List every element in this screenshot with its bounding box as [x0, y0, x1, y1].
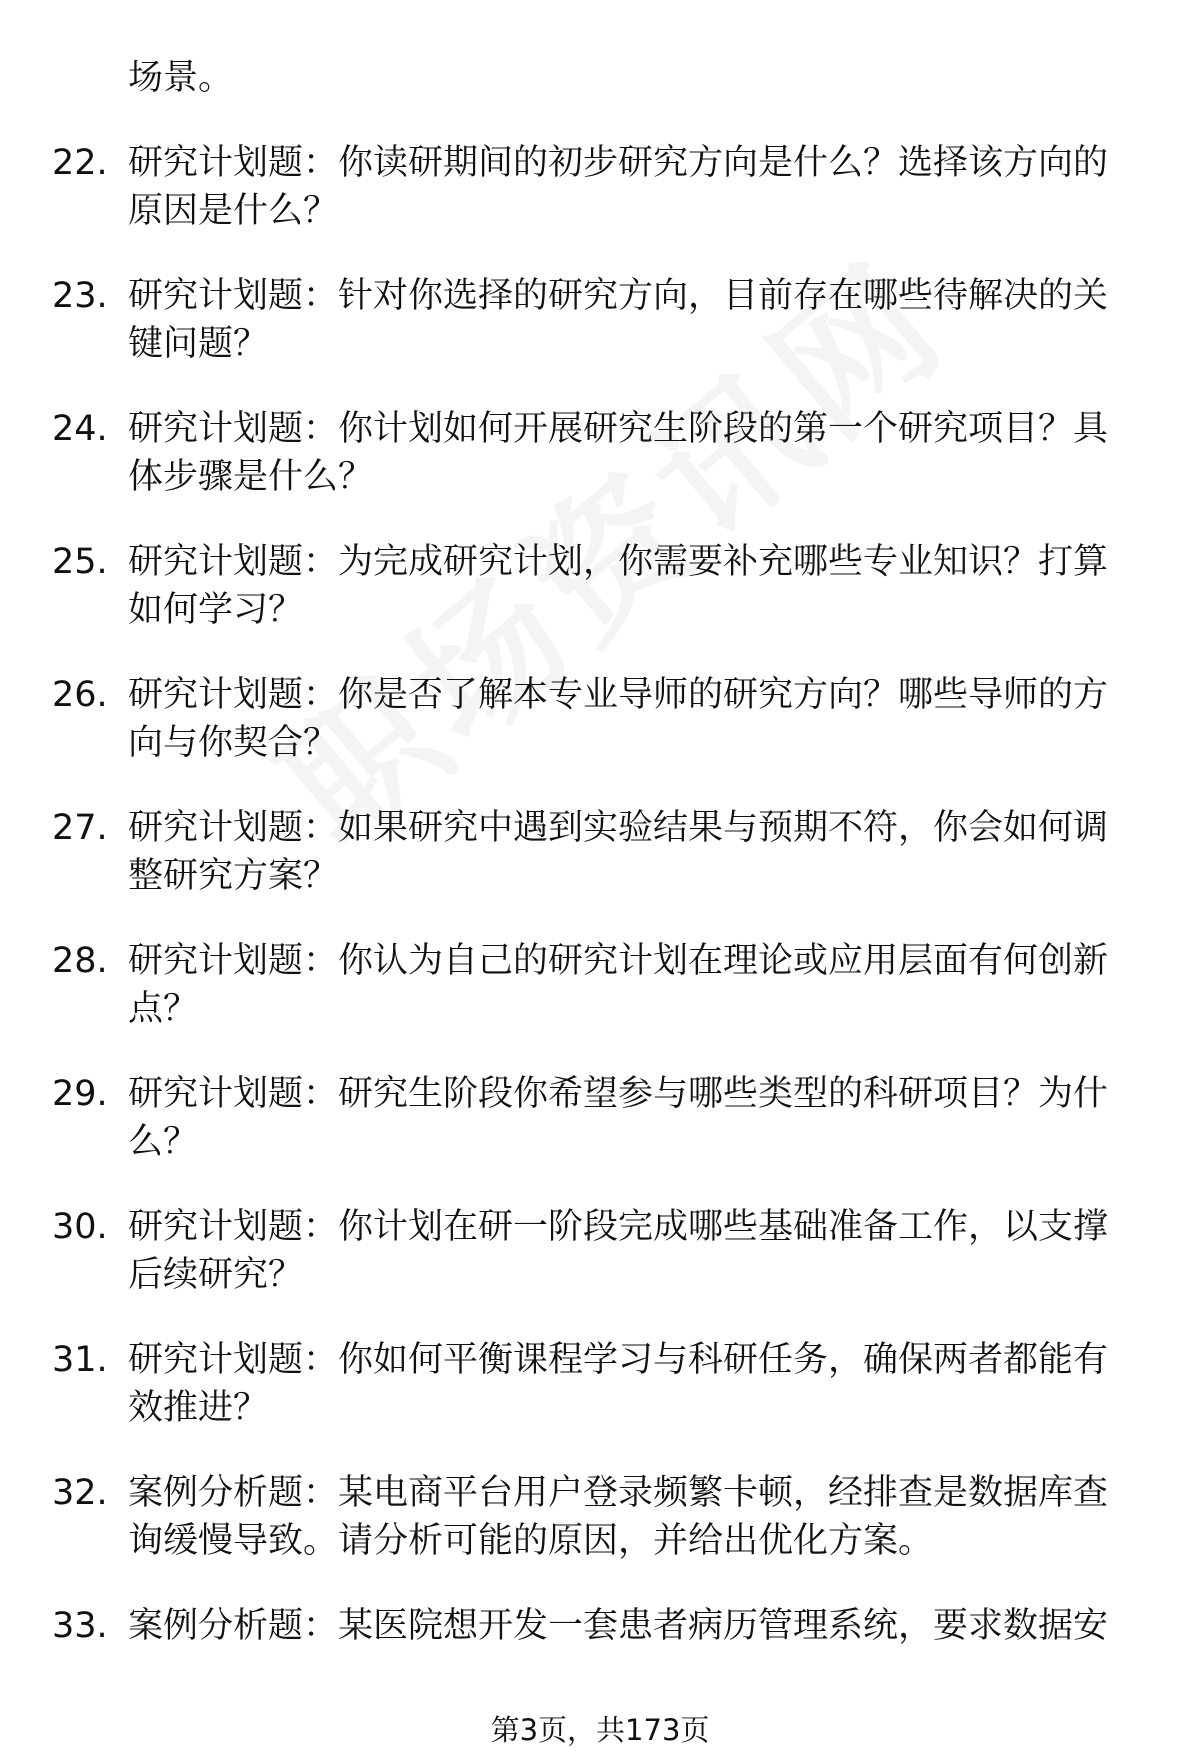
- list-item: [0, 937, 1200, 1033]
- list-item: [0, 671, 1200, 767]
- item-text: 案例分析题：某医院想开发一套患者病历管理系统，要求数据安: [128, 1606, 1109, 1646]
- item-text: 研究计划题：如果研究中遇到实验结果与预期不符，你会如何调整研究方案？: [128, 808, 1109, 896]
- list-item: [0, 1203, 1200, 1299]
- item-number: 23.: [52, 276, 108, 316]
- item-text: 研究计划题：你如何平衡课程学习与科研任务，确保两者都能有效推进？: [128, 1340, 1109, 1428]
- list-item: [0, 538, 1200, 634]
- list-item: [0, 1469, 1200, 1565]
- item-number: 22.: [52, 143, 108, 183]
- list-item: [0, 405, 1200, 501]
- item-number: 32.: [52, 1473, 108, 1513]
- item-number: 31.: [52, 1340, 108, 1380]
- item-number: 26.: [52, 675, 108, 715]
- item-number: 24.: [52, 409, 108, 449]
- list-item: [0, 804, 1200, 900]
- item-number: 29.: [52, 1074, 108, 1114]
- list-item: [0, 1070, 1200, 1166]
- list-item: [0, 272, 1200, 368]
- question-list: [0, 54, 1200, 1687]
- page-footer: 第3页，共173页: [490, 1713, 710, 1747]
- item-text: 案例分析题：某电商平台用户登录频繁卡顿，经排查是数据库查询缓慢导致。请分析可能的原因，并给出优化方案。: [128, 1473, 1109, 1561]
- item-text: 研究计划题：你计划在研一阶段完成哪些基础准备工作，以支撑后续研究？: [128, 1207, 1109, 1295]
- list-item: [0, 1336, 1200, 1432]
- continued-text: 场景。: [128, 58, 234, 98]
- item-text: 研究计划题：你读研期间的初步研究方向是什么？选择该方向的原因是什么？: [128, 143, 1109, 231]
- list-item: [0, 139, 1200, 235]
- item-number: 28.: [52, 941, 108, 981]
- item-text: 研究计划题：针对你选择的研究方向，目前存在哪些待解决的关键问题？: [128, 276, 1109, 364]
- item-number: 25.: [52, 542, 108, 582]
- list-item: [0, 1602, 1200, 1650]
- item-text: 研究计划题：你计划如何开展研究生阶段的第一个研究项目？具体步骤是什么？: [128, 409, 1109, 497]
- item-number: 30.: [52, 1207, 108, 1247]
- item-text: 研究计划题：研究生阶段你希望参与哪些类型的科研项目？为什么？: [128, 1074, 1109, 1162]
- item-text: 研究计划题：为完成研究计划，你需要补充哪些专业知识？打算如何学习？: [128, 542, 1109, 630]
- item-number: 33.: [52, 1606, 108, 1646]
- item-text: 研究计划题：你是否了解本专业导师的研究方向？哪些导师的方向与你契合？: [128, 675, 1109, 763]
- item-number: 27.: [52, 808, 108, 848]
- item-text: 研究计划题：你认为自己的研究计划在理论或应用层面有何创新点？: [128, 941, 1109, 1029]
